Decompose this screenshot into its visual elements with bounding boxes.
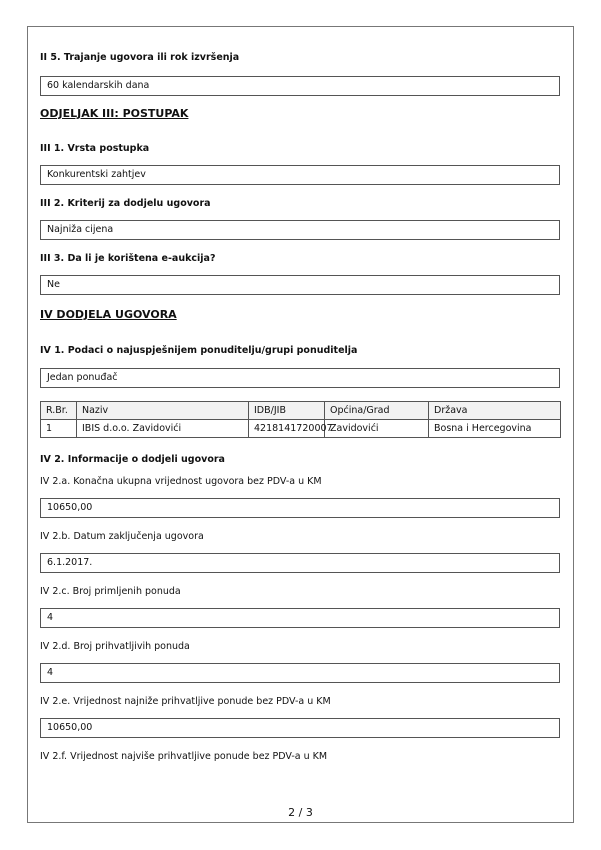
procedure-type-value: Konkurentski zahtjev	[40, 165, 560, 185]
acceptable-bids-value: 4	[40, 663, 560, 683]
award-info-label: IV 2. Informacije o dodjeli ugovora	[40, 454, 225, 465]
section-4-title: IV DODJELA UGOVORA	[40, 308, 177, 321]
final-value: 10650,00	[40, 498, 560, 518]
acceptable-bids-label: IV 2.d. Broj prihvatljivih ponuda	[40, 641, 190, 652]
contract-duration-value: 60 kalendarskih dana	[40, 76, 560, 96]
page-number: 2 / 3	[288, 806, 313, 819]
header-id: IDB/JIB	[249, 402, 325, 420]
e-auction-label: III 3. Da li je korištena e-aukcija?	[40, 253, 216, 264]
best-bidder-value: Jedan ponuđač	[40, 368, 560, 388]
header-no: R.Br.	[41, 402, 77, 420]
e-auction-value: Ne	[40, 275, 560, 295]
cell-municipality: Zavidovići	[325, 420, 429, 438]
section-3-title: ODJELJAK III: POSTUPAK	[40, 107, 189, 120]
award-criteria-label: III 2. Kriterij za dodjelu ugovora	[40, 198, 211, 209]
received-bids-label: IV 2.c. Broj primljenih ponuda	[40, 586, 181, 597]
cell-no: 1	[41, 420, 77, 438]
header-name: Naziv	[77, 402, 249, 420]
award-criteria-value: Najniža cijena	[40, 220, 560, 240]
cell-id: 4218141720007	[249, 420, 325, 438]
contract-date-value: 6.1.2017.	[40, 553, 560, 573]
header-country: Država	[429, 402, 561, 420]
final-value-label: IV 2.a. Konačna ukupna vrijednost ugovora bez PDV-a u KM	[40, 476, 322, 487]
received-bids-value: 4	[40, 608, 560, 628]
table-header-row	[41, 402, 561, 420]
table-row	[41, 420, 561, 438]
header-municipality: Općina/Grad	[325, 402, 429, 420]
bidder-table	[40, 401, 561, 438]
lowest-bid-label: IV 2.e. Vrijednost najniže prihvatljive ponude bez PDV-a u KM	[40, 696, 331, 707]
best-bidder-label: IV 1. Podaci o najuspješnijem ponuditelju/grupi ponuditelja	[40, 345, 358, 356]
cell-country: Bosna i Hercegovina	[429, 420, 561, 438]
highest-bid-label: IV 2.f. Vrijednost najviše prihvatljive ponude bez PDV-a u KM	[40, 751, 328, 762]
contract-date-label: IV 2.b. Datum zaključenja ugovora	[40, 531, 204, 542]
lowest-bid-value: 10650,00	[40, 718, 560, 738]
procedure-type-label: III 1. Vrsta postupka	[40, 143, 150, 154]
contract-duration-label: II 5. Trajanje ugovora ili rok izvršenja	[40, 52, 240, 63]
cell-name: IBIS d.o.o. Zavidovići	[77, 420, 249, 438]
